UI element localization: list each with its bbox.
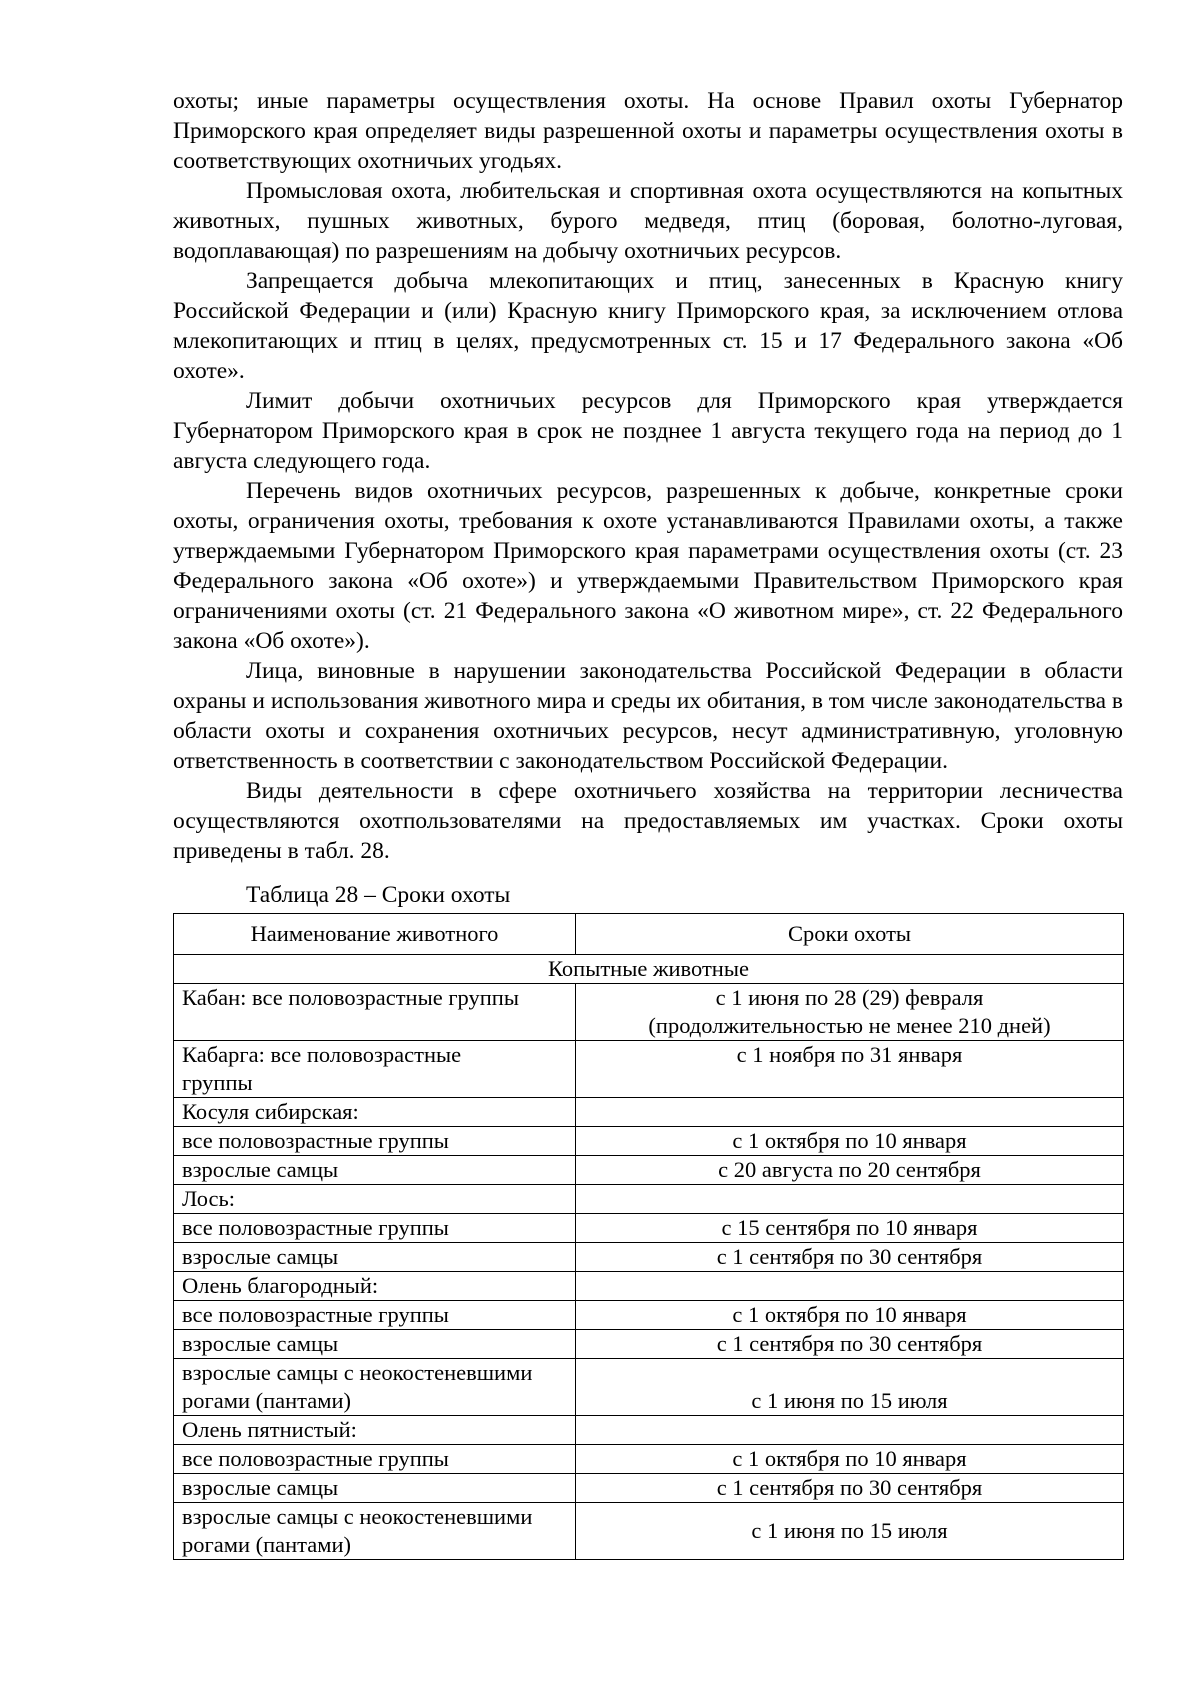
- paragraph-5: Перечень видов охотничьих ресурсов, разрешенных к добыче, конкретные сроки охоты, ограничения охоты, требования к охоте устанавливаются Правилами охоты, а также утверждаемыми Губернатором Приморского края параметрами осуществления охоты (ст. 23 Федерального закона «Об охоте») и утверждаемыми Правительством Приморского края ограничениями охоты (ст. 21 Федерального закона «О животном мире», ст. 22 Федерального закона «Об охоте»).: [173, 478, 1123, 654]
- animal-name-line: группы: [182, 1070, 253, 1095]
- period-line: (продолжительностью не менее 210 дней): [648, 1013, 1051, 1038]
- period-cell: [576, 1098, 1124, 1127]
- table-row: [174, 1185, 1124, 1214]
- table-row: [174, 1330, 1124, 1359]
- period-cell: [576, 1416, 1124, 1445]
- animal-name-cell: Кабан: все половозрастные группы: [174, 984, 576, 1041]
- period-cell: с 1 сентября по 30 сентября: [576, 1330, 1124, 1359]
- animal-name-line: взрослые самцы с неокостеневшими: [182, 1504, 533, 1529]
- animal-name-cell: все половозрастные группы: [174, 1214, 576, 1243]
- period-cell: с 1 июня по 15 июля: [576, 1503, 1124, 1560]
- animal-name-cell: Лось:: [174, 1185, 576, 1214]
- animal-name-line: Кабарга: все половозрастные: [182, 1042, 462, 1067]
- period-cell: с 1 октября по 10 января: [576, 1445, 1124, 1474]
- header-animal-name: Наименование животного: [174, 914, 576, 955]
- table-row: [174, 1416, 1124, 1445]
- animal-name-cell: Косуля сибирская:: [174, 1098, 576, 1127]
- period-cell: с 1 ноября по 31 января: [576, 1041, 1124, 1098]
- table-row: [174, 1041, 1124, 1098]
- period-cell: с 1 октября по 10 января: [576, 1301, 1124, 1330]
- animal-name-cell: взрослые самцы: [174, 1156, 576, 1185]
- animal-name-cell: [174, 1503, 576, 1560]
- table-row: [174, 1301, 1124, 1330]
- hunting-seasons-table: [173, 913, 1124, 1560]
- animal-name-cell: все половозрастные группы: [174, 1127, 576, 1156]
- period-cell: с 1 сентября по 30 сентября: [576, 1243, 1124, 1272]
- animal-name-cell: взрослые самцы: [174, 1474, 576, 1503]
- header-hunting-period: Сроки охоты: [576, 914, 1124, 955]
- animal-name-cell: Олень благородный:: [174, 1272, 576, 1301]
- table-caption: Таблица 28 – Сроки охоты: [246, 882, 511, 908]
- table-row: [174, 1474, 1124, 1503]
- table-row: [174, 984, 1124, 1041]
- document-page: [173, 86, 1123, 1560]
- animal-name-cell: взрослые самцы: [174, 1243, 576, 1272]
- period-line: с 1 июня по 28 (29) февраля: [715, 985, 984, 1010]
- table-row: [174, 1098, 1124, 1127]
- period-cell: с 1 октября по 10 января: [576, 1127, 1124, 1156]
- table-row: [174, 1214, 1124, 1243]
- table-row: [174, 1272, 1124, 1301]
- period-cell: [576, 1272, 1124, 1301]
- animal-name-line: взрослые самцы с неокостеневшими: [182, 1360, 533, 1385]
- paragraph-1: охоты; иные параметры осуществления охоты. На основе Правил охоты Губернатор Приморского края определяет виды разрешенной охоты и параметры осуществления охоты в соответствующих охотничьих угодьях.: [173, 88, 1123, 174]
- paragraph-3: Запрещается добыча млекопитающих и птиц, занесенных в Красную книгу Российской Федерации и (или) Красную книгу Приморского края, за исключением отлова млекопитающих и птиц в целях, предусмотренных ст. 15 и 17 Федерального закона «Об охоте».: [173, 268, 1123, 384]
- period-cell: с 1 сентября по 30 сентября: [576, 1474, 1124, 1503]
- animal-name-line: рогами (пантами): [182, 1532, 352, 1557]
- period-cell: [576, 984, 1124, 1041]
- table-row: [174, 1359, 1124, 1416]
- period-cell: с 15 сентября по 10 января: [576, 1214, 1124, 1243]
- table-header-row: [174, 914, 1124, 955]
- table-row: [174, 1503, 1124, 1560]
- period-cell: [576, 1185, 1124, 1214]
- animal-name-cell: все половозрастные группы: [174, 1445, 576, 1474]
- period-cell: с 1 июня по 15 июля: [576, 1359, 1124, 1416]
- paragraph-4: Лимит добычи охотничьих ресурсов для Приморского края утверждается Губернатором Приморского края в срок не позднее 1 августа текущего года на период до 1 августа следующего года.: [173, 388, 1123, 474]
- group-ungulates: Копытные животные: [174, 955, 1124, 984]
- table-row: [174, 1445, 1124, 1474]
- table-group-row: [174, 955, 1124, 984]
- animal-name-cell: [174, 1041, 576, 1098]
- paragraph-6: Лица, виновные в нарушении законодательства Российской Федерации в области охраны и использования животного мира и среды их обитания, в том числе законодательства в области охоты и сохранения охотничьих ресурсов, несут административную, уголовную ответственность в соответствии с законодательством Российской Федерации.: [173, 658, 1123, 774]
- animal-name-cell: взрослые самцы: [174, 1330, 576, 1359]
- animal-name-cell: все половозрастные группы: [174, 1301, 576, 1330]
- table-row: [174, 1156, 1124, 1185]
- paragraph-2: Промысловая охота, любительская и спортивная охота осуществляются на копытных животных, пушных животных, бурого медведя, птиц (боровая, болотно-луговая, водоплавающая) по разрешениям на добычу охотничьих ресурсов.: [173, 178, 1123, 264]
- animal-name-line: рогами (пантами): [182, 1388, 352, 1413]
- paragraph-7: Виды деятельности в сфере охотничьего хозяйства на территории лесничества осуществляются охотпользователями на предоставляемых им участках. Сроки охоты приведены в табл. 28.: [173, 778, 1123, 864]
- table-row: [174, 1243, 1124, 1272]
- period-cell: с 20 августа по 20 сентября: [576, 1156, 1124, 1185]
- animal-name-cell: Олень пятнистый:: [174, 1416, 576, 1445]
- table-row: [174, 1127, 1124, 1156]
- animal-name-cell: [174, 1359, 576, 1416]
